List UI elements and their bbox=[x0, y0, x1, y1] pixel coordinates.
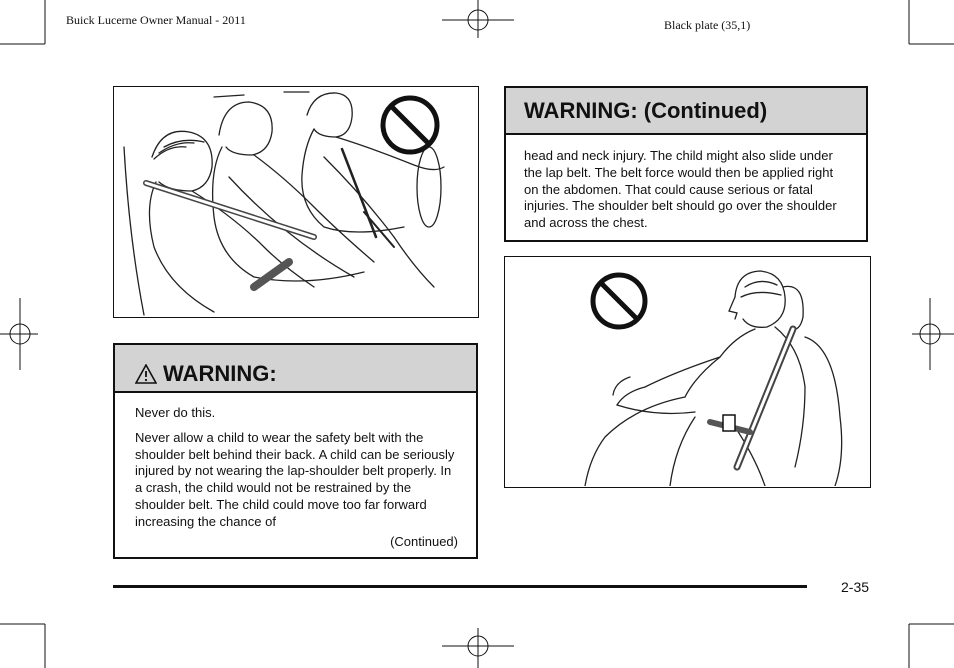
figure-woman-belt bbox=[504, 256, 871, 488]
warning-title: WARNING: bbox=[163, 360, 277, 386]
warning-header bbox=[115, 345, 476, 393]
footer-rule bbox=[113, 585, 807, 588]
warning-triangle-icon bbox=[135, 364, 157, 384]
page-number: 2-35 bbox=[841, 579, 870, 595]
warning-continued-header: WARNING: (Continued) bbox=[506, 88, 866, 135]
warning-continued-box bbox=[504, 86, 868, 242]
manual-title-header: Buick Lucerne Owner Manual - 2011 bbox=[66, 13, 246, 27]
warning-paragraph: Never do this. bbox=[135, 405, 216, 420]
warning-continued-text: head and neck injury. The child might also slide under the lap belt. The belt force would then be applied right on the abdomen. That could cause serious or fatal injuries. The shoulder belt should go over the shoulder and across the chest. bbox=[524, 148, 837, 231]
figure-child-belt-behind-back bbox=[113, 86, 479, 318]
warning-paragraph: Never allow a child to wear the safety belt with the shoulder belt behind their back. A child can be seriously injured by not wearing the lap-shoulder belt properly. In a crash, the child would not be restrained by the shoulder belt. The child could move too far forward increasing the chance of bbox=[135, 429, 455, 529]
illustration-seated-woman bbox=[505, 257, 869, 486]
prohibited-icon bbox=[383, 98, 437, 152]
warning-box bbox=[113, 343, 478, 559]
continued-label: (Continued) bbox=[390, 534, 458, 549]
prohibited-icon bbox=[593, 275, 645, 327]
illustration-occupants bbox=[114, 87, 477, 316]
plate-label-header: Black plate (35,1) bbox=[664, 18, 751, 32]
